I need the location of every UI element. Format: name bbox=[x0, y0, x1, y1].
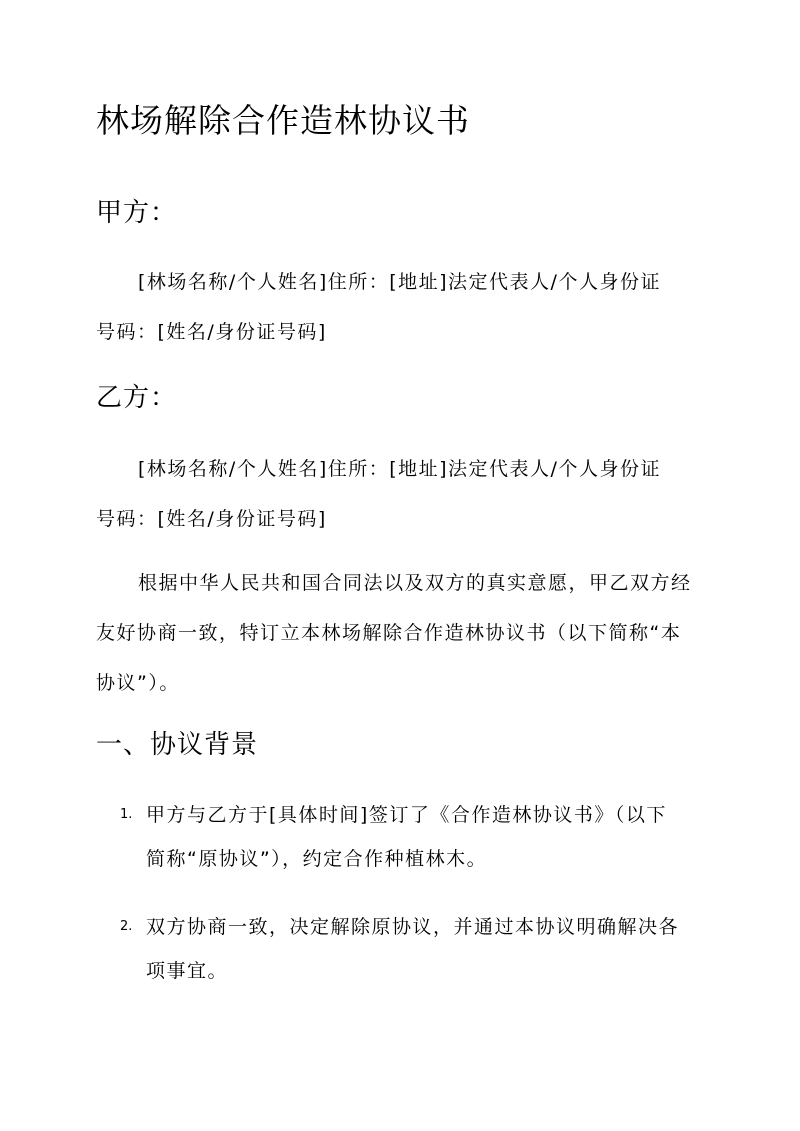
party-a-line-2: 号码：[姓名/身份证号码] bbox=[96, 321, 327, 343]
list-item bbox=[120, 905, 700, 1005]
list-item-text bbox=[146, 793, 706, 881]
document-title: 林场解除合作造林协议书 bbox=[96, 101, 470, 140]
list-item-line: 简称“原协议”），约定合作种植林木。 bbox=[146, 848, 488, 870]
preamble-line-3: 协议”）。 bbox=[96, 672, 180, 694]
party-b-details bbox=[96, 451, 696, 537]
list-item bbox=[120, 793, 700, 893]
preamble-line-1: 根据中华人民共和国合同法以及双方的真实意愿，甲乙双方经 bbox=[138, 572, 692, 594]
party-b-line-2: 号码：[姓名/身份证号码] bbox=[96, 508, 327, 530]
party-b-line-1: [林场名称/个人姓名]住所：[地址]法定代表人/个人身份证 bbox=[138, 458, 661, 480]
list-item-text bbox=[146, 905, 706, 993]
list-item-line: 双方协商一致，决定解除原协议，并通过本协议明确解决各 bbox=[146, 916, 680, 938]
list-item-number: 2. bbox=[120, 919, 133, 934]
preamble-paragraph bbox=[96, 565, 696, 701]
preamble-line-2: 友好协商一致，特订立本林场解除合作造林协议书（以下简称“本 bbox=[96, 622, 682, 644]
list-item-number: 1. bbox=[120, 807, 133, 822]
party-b-heading: 乙方： bbox=[96, 383, 178, 413]
party-a-details bbox=[96, 264, 696, 350]
party-a-heading: 甲方： bbox=[96, 198, 178, 228]
list-item-line: 甲方与乙方于[具体时间]签订了《合作造林协议书》（以下 bbox=[146, 804, 667, 826]
list-item-line: 项事宜。 bbox=[146, 960, 229, 982]
section-1-heading: 一、协议背景 bbox=[96, 730, 259, 760]
party-a-line-1: [林场名称/个人姓名]住所：[地址]法定代表人/个人身份证 bbox=[138, 271, 661, 293]
